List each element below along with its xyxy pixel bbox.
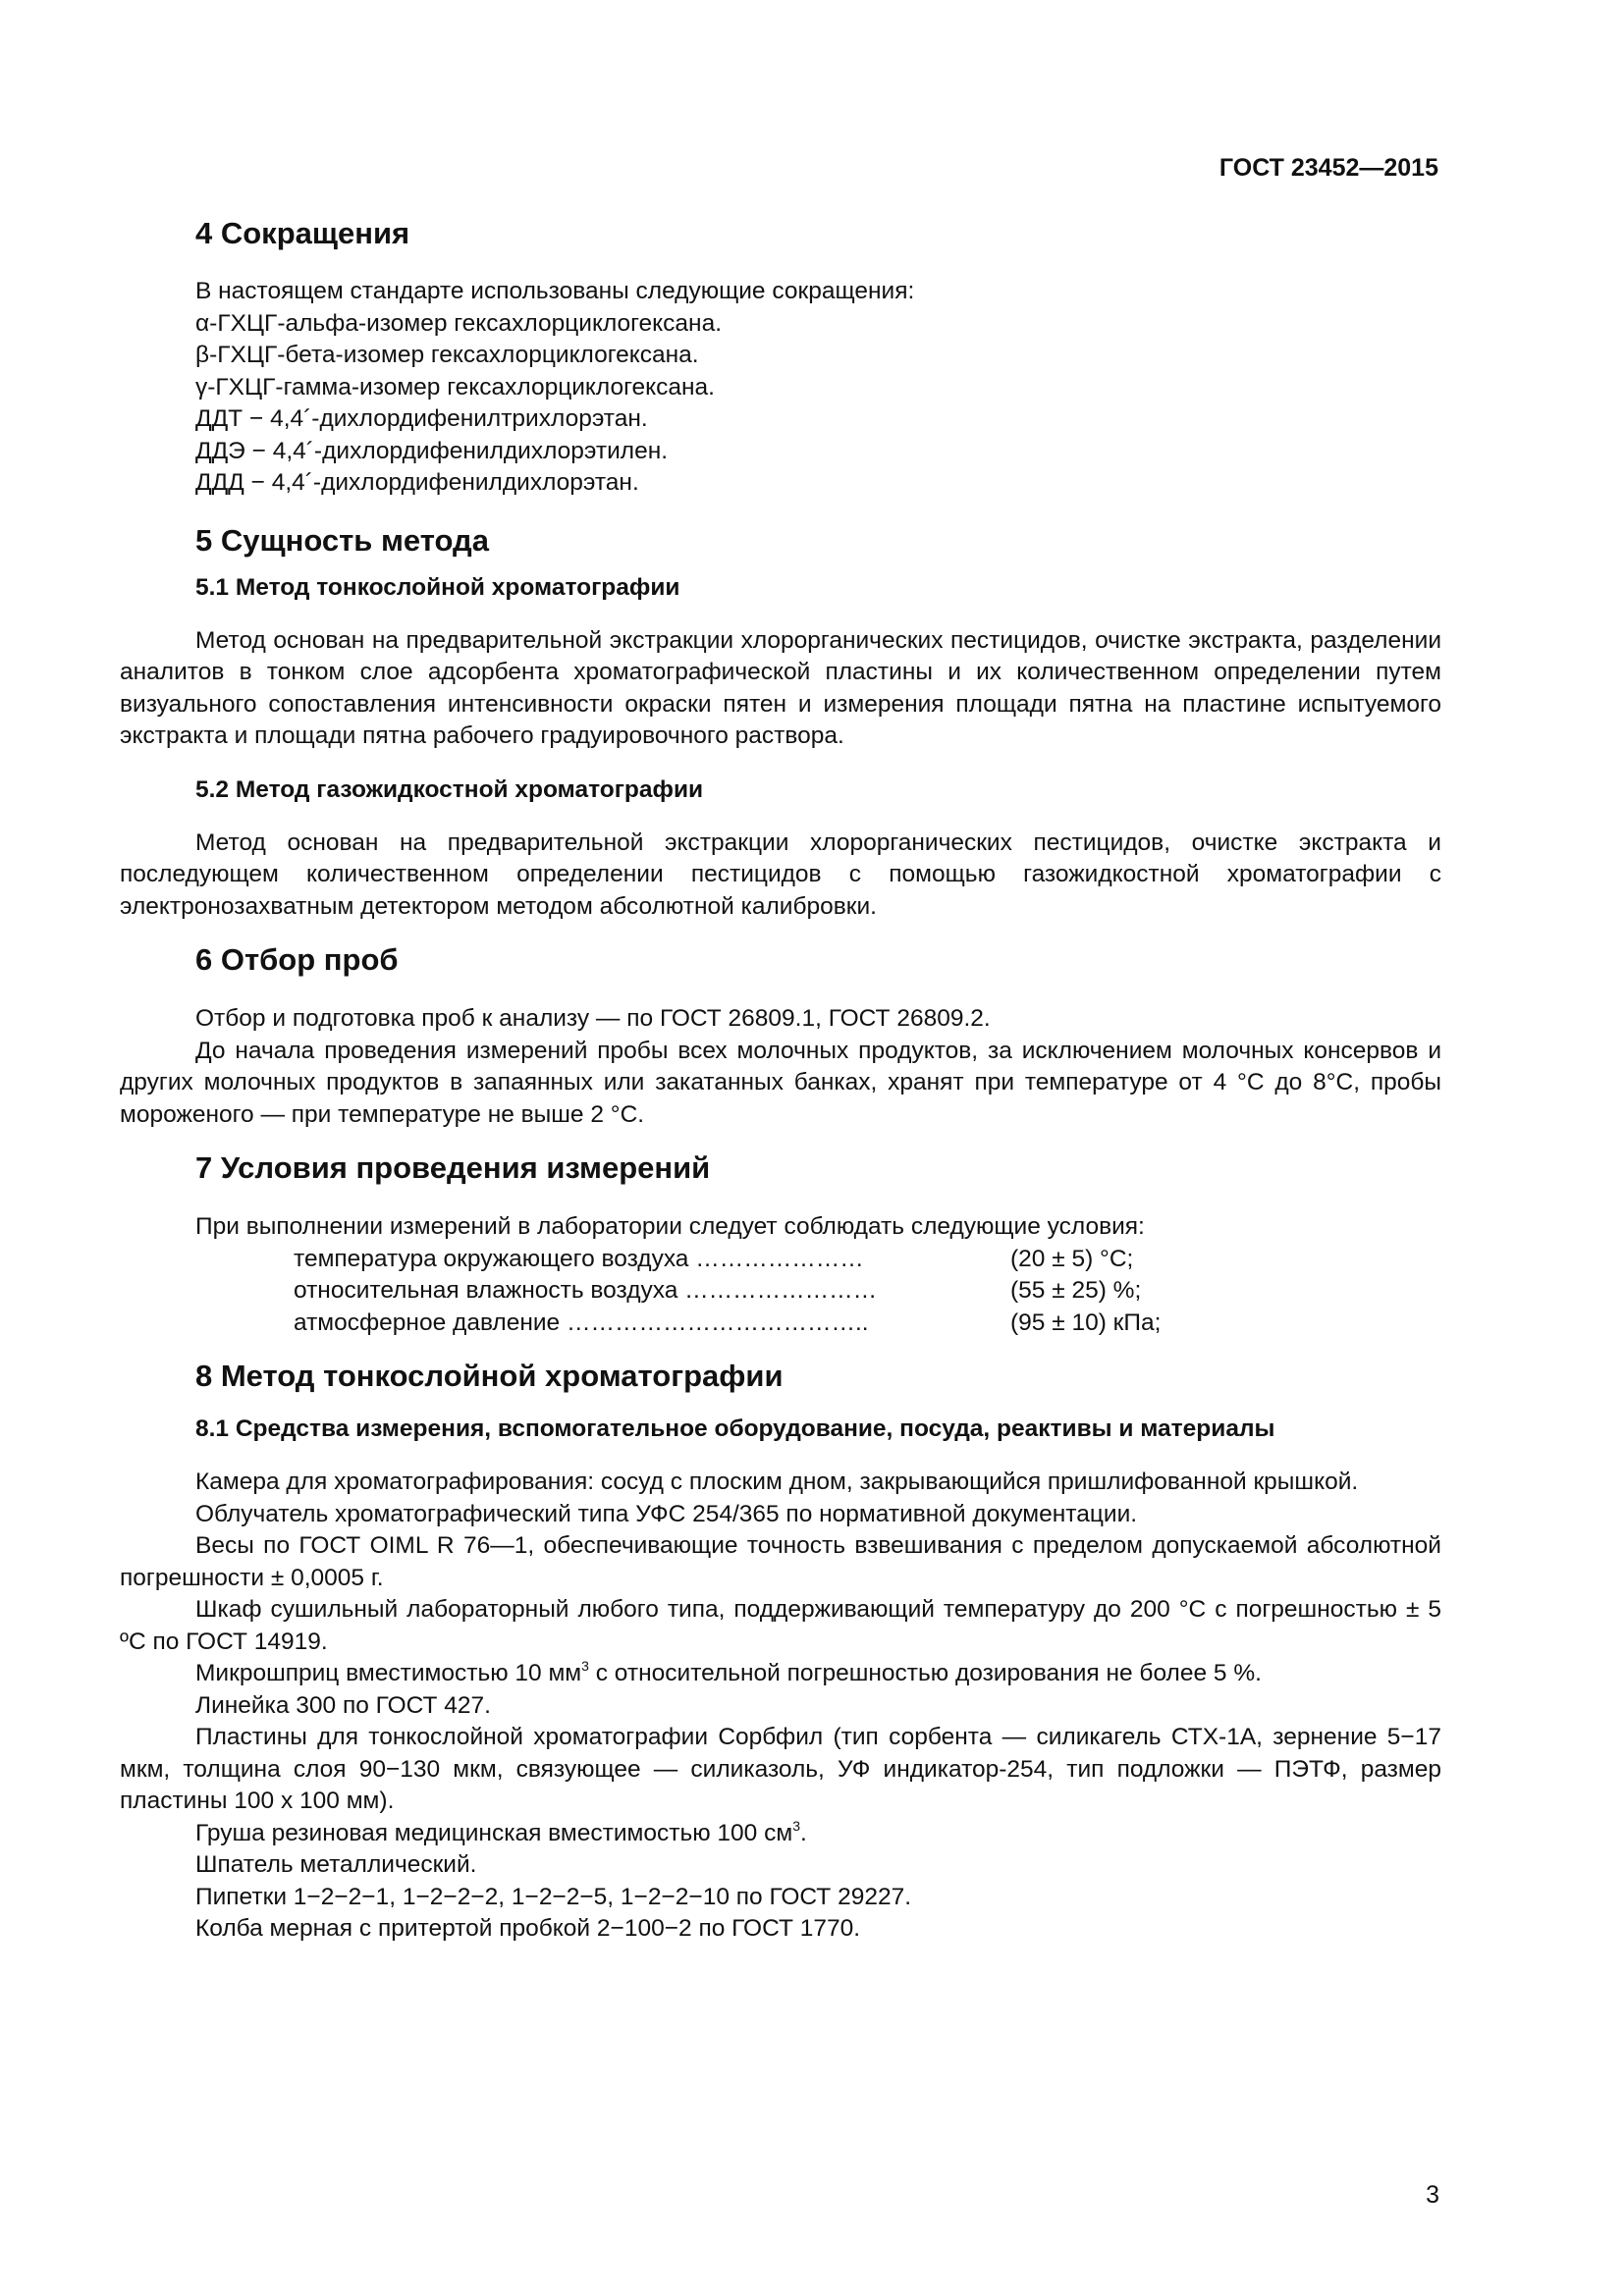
abbreviation-item: ДДТ − 4,4´-дихлордифенилтрихлорэтан.: [195, 405, 648, 432]
equipment-item: Весы по ГОСТ OIML R 76—1, обеспечивающие точность взвешивания с пределом допускаемой абсолютной погрешности ± 0,0005 г.: [120, 1532, 1441, 1591]
bulb-text-end: .: [800, 1819, 807, 1846]
condition-value: (95 ± 10) кПа;: [1010, 1308, 1162, 1336]
equipment-item: Камера для хроматографирования: сосуд с плоским дном, закрывающийся пришлифованной крышкой.: [195, 1468, 1359, 1495]
subsection-5-2-text: Метод основан на предварительной экстракции хлорорганических пестицидов, очистке экстракта и последующем количественном определении пестицидов с помощью газожидкостной хроматографии с электронозахватным детектором методом абсолютной калибровки.: [120, 828, 1441, 920]
superscript: 3: [792, 1817, 801, 1834]
subsection-5-1-text: Метод основан на предварительной экстракции хлорорганических пестицидов, очистке экстракта, разделении аналитов в тонком слое адсорбента хроматографической пластины и их количественном определении путем визуального сопоставления интенсивности окраски пятен и измерения площади пятна на пластине испытуемого экстракта и площади пятна рабочего градуировочного раствора.: [120, 626, 1441, 749]
subsection-8-1-title: 8.1 Средства измерения, вспомогательное оборудование, посуда, реактивы и материалы: [195, 1415, 1275, 1442]
abbreviation-item: γ-ГХЦГ-гамма-изомер гексахлорциклогексана.: [195, 373, 715, 400]
equipment-item: Пипетки 1−2−2−1, 1−2−2−2, 1−2−2−5, 1−2−2−10 по ГОСТ 29227.: [195, 1883, 912, 1910]
section-8-title: 8 Метод тонкослойной хроматографии: [195, 1359, 784, 1393]
subsection-5-1-title: 5.1 Метод тонкослойной хроматографии: [195, 573, 680, 601]
storage-text: До начала проведения измерений пробы всех молочных продуктов, за исключением молочных консервов и других молочных продуктов в запаянных или закатанных банках, хранят при температуре от 4 °С до 8°С, пробы мороженого — при температуре не выше 2 °С.: [120, 1037, 1441, 1128]
microsyringe-text: Микрошприц вместимостью 10 мм: [195, 1660, 582, 1686]
equipment-item: [120, 1818, 1441, 1850]
abbreviation-item: ДДД − 4,4´-дихлордифенилдихлорэтан.: [195, 469, 639, 496]
condition-label: атмосферное давление ………………………………..: [294, 1308, 869, 1336]
superscript: 3: [581, 1658, 589, 1674]
condition-row: [120, 1244, 1441, 1276]
section-7-title: 7 Условия проведения измерений: [195, 1150, 711, 1185]
equipment-item: Облучатель хроматографический типа УФС 254/365 по нормативной документации.: [195, 1500, 1138, 1527]
section-5: [120, 521, 1441, 924]
section-8: [120, 1357, 1441, 1946]
microsyringe-text-end: с относительной погрешностью дозирования не более 5 %.: [588, 1660, 1262, 1686]
section-4: [120, 214, 1441, 500]
document-body: [120, 214, 1441, 1946]
condition-label: относительная влажность воздуха ……………………: [294, 1277, 878, 1304]
page-number: 3: [1426, 2181, 1439, 2209]
abbreviation-item: ДДЭ − 4,4´-дихлордифенилдихлорэтилен.: [195, 437, 669, 464]
condition-value: (55 ± 25) %;: [1010, 1277, 1142, 1304]
conditions-intro: При выполнении измерений в лаборатории следует соблюдать следующие условия:: [195, 1213, 1145, 1240]
equipment-item: Пластины для тонкослойной хроматографии Сорбфил (тип сорбента — силикагель СТХ-1А, зернение 5−17 мкм, толщина слоя 90−130 мкм, связующее — силиказоль, УФ индикатор-254, тип подложки — ПЭТФ, размер пластины 100 х 100 мм).: [120, 1724, 1441, 1814]
section-6: [120, 940, 1441, 1131]
equipment-item: Колба мерная с притертой пробкой 2−100−2 по ГОСТ 1770.: [195, 1915, 861, 1942]
bulb-text: Груша резиновая медицинская вместимостью 100 см: [195, 1819, 793, 1846]
condition-row: [120, 1308, 1441, 1340]
condition-row: [120, 1275, 1441, 1308]
section-4-title: 4 Сокращения: [195, 216, 410, 250]
sampling-text: Отбор и подготовка проб к анализу — по ГОСТ 26809.1, ГОСТ 26809.2.: [195, 1005, 991, 1032]
section-7: [120, 1148, 1441, 1339]
subsection-5-2-title: 5.2 Метод газожидкостной хроматографии: [195, 775, 704, 803]
equipment-item: [120, 1658, 1441, 1690]
abbreviation-item: α-ГХЦГ-альфа-изомер гексахлорциклогексана.: [195, 309, 723, 337]
section-6-title: 6 Отбор проб: [195, 942, 399, 977]
document-code: ГОСТ 23452—2015: [1218, 154, 1438, 182]
abbreviation-item: β-ГХЦГ-бета-изомер гексахлорциклогексана.: [195, 342, 699, 368]
equipment-item: Шпатель металлический.: [195, 1851, 477, 1878]
abbreviations-intro: В настоящем стандарте использованы следующие сокращения:: [195, 278, 915, 304]
equipment-item: Шкаф сушильный лабораторный любого типа, поддерживающий температуру до 200 °С с погрешностью ± 5 ºС по ГОСТ 14919.: [120, 1596, 1441, 1655]
equipment-item: Линейка 300 по ГОСТ 427.: [195, 1691, 491, 1719]
condition-value: (20 ± 5) °С;: [1010, 1245, 1134, 1272]
condition-label: температура окружающего воздуха …………………: [294, 1245, 864, 1272]
section-5-title: 5 Сущность метода: [195, 522, 489, 558]
